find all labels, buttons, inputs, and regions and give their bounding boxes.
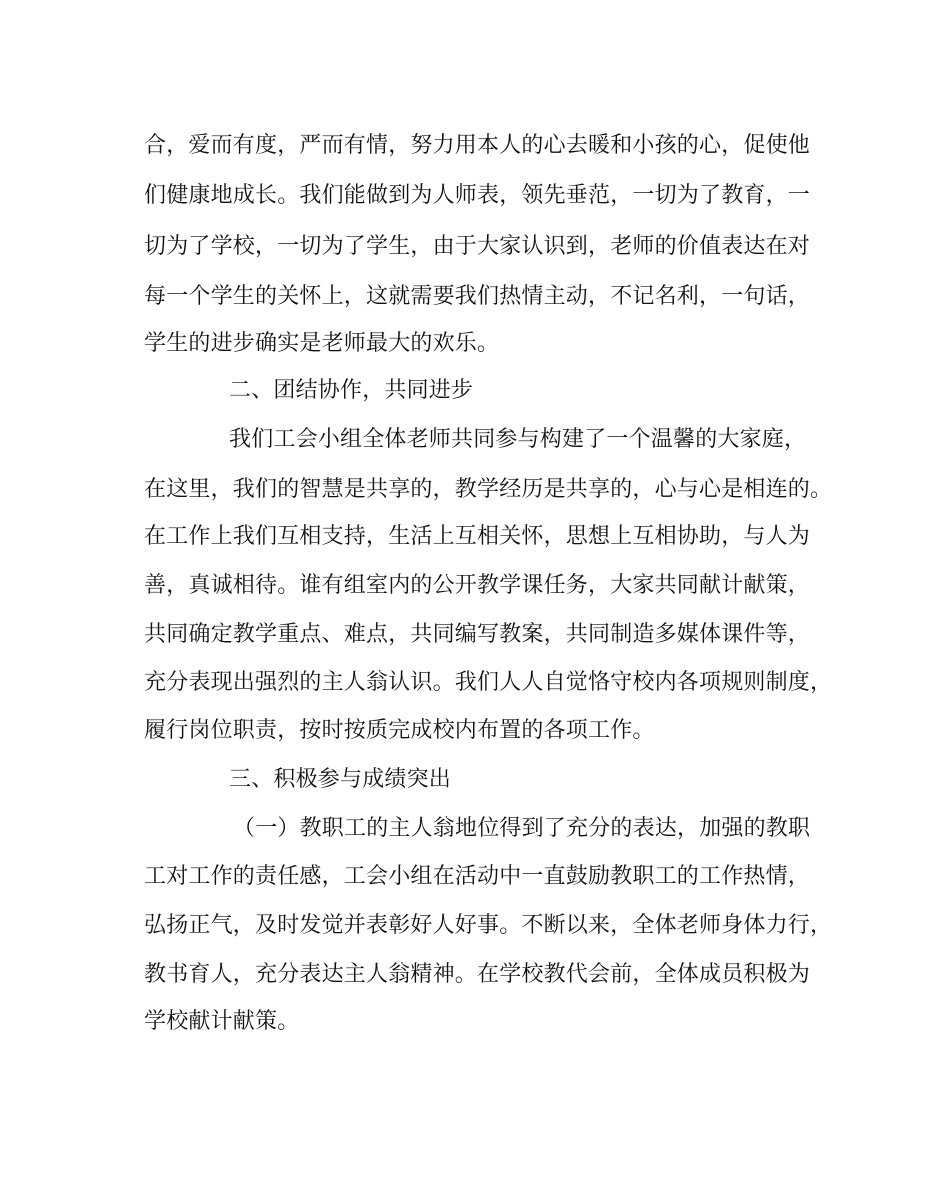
text-line: 学校献计献策。 [144,1009,300,1034]
text-line: 工对工作的责任感，工会小组在活动中一直鼓励教职工的工作热情， [144,864,811,889]
text-line: 每一个学生的关怀上，这就需要我们热情主动，不记名利，一句话， [144,284,811,309]
text-line: 充分表现出强烈的主人翁认识。我们人人自觉恪守校内各项规则制度， [144,670,833,695]
text-line: 履行岗位职责，按时按质完成校内布置的各项工作。 [144,718,655,743]
text-line: 共同确定教学重点、难点，共同编写教案，共同制造多媒体课件等， [144,622,811,647]
text-line: 善，真诚相待。谁有组室内的公开教学课任务，大家共同献计献策， [144,573,811,598]
section-heading: 二、团结协作，共同进步 [229,378,474,403]
text-line: 弘扬正气，及时发觉并表彰好人好事。不断以来，全体老师身体力行， [144,913,833,938]
section-heading: 三、积极参与成绩突出 [229,767,452,792]
text-line: 学生的进步确实是老师最大的欢乐。 [144,331,500,356]
text-line: （一）教职工的主人翁地位得到了充分的表达，加强的教职 [233,816,811,841]
text-line: 在这里，我们的智慧是共享的，教学经历是共享的，心与心是相连的。 [144,477,833,502]
text-line: 合，爱而有度，严而有情，努力用本人的心去暖和小孩的心，促使他 [144,133,811,158]
text-line: 教书育人，充分表达主人翁精神。在学校教代会前，全体成员积极为 [144,962,811,987]
text-line: 我们工会小组全体老师共同参与构建了一个温馨的大家庭， [229,427,807,452]
text-line: 在工作上我们互相支持，生活上互相关怀，思想上互相协助，与人为 [144,524,811,549]
text-line: 们健康地成长。我们能做到为人师表，领先垂范，一切为了教育，一 [144,183,811,208]
text-line: 切为了学校，一切为了学生，由于大家认识到，老师的价值表达在对 [144,234,811,259]
